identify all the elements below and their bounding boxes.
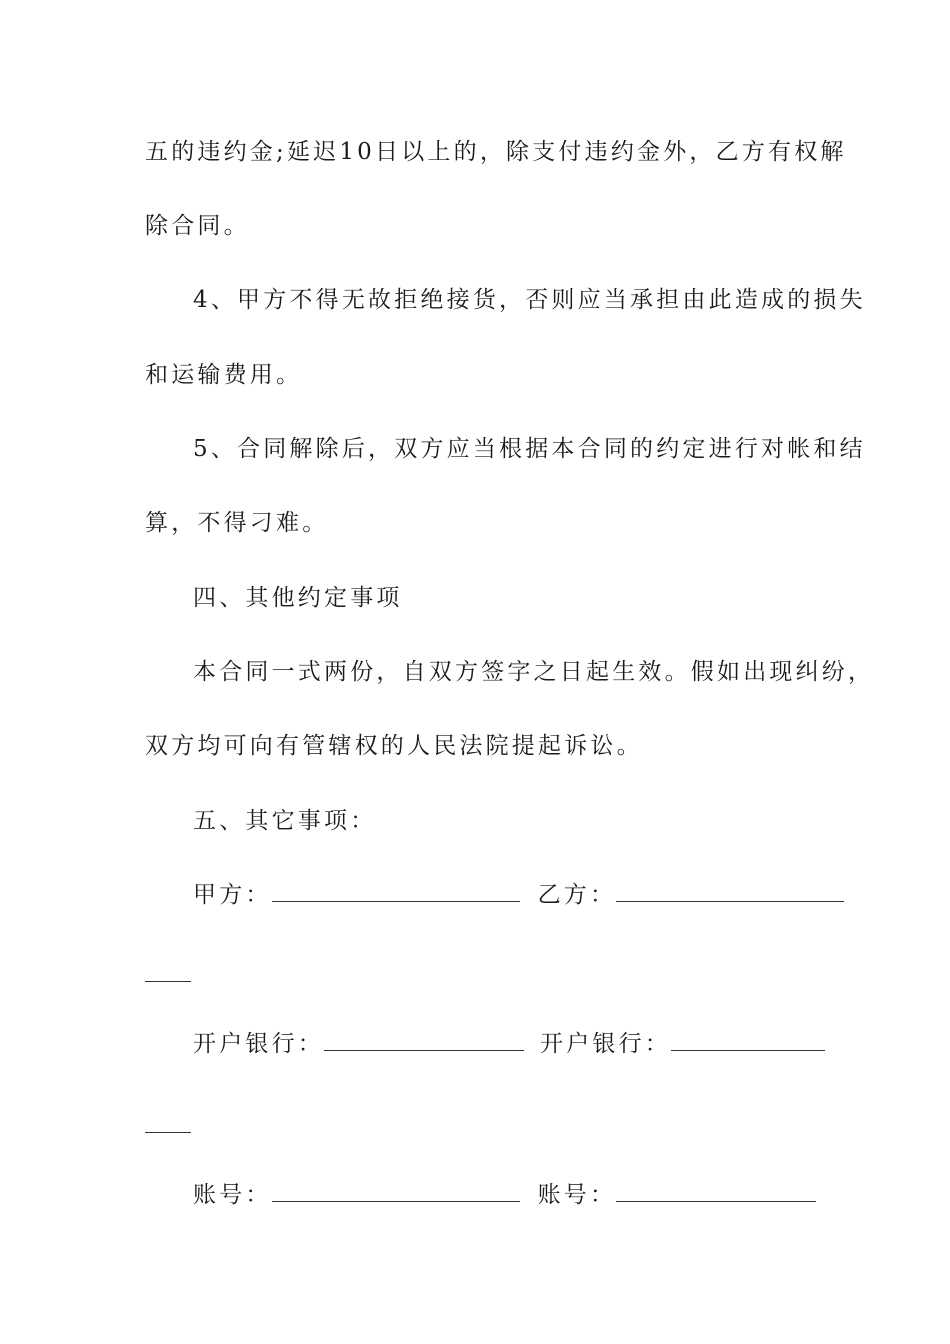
party-a-label: 甲方： (193, 882, 272, 908)
paragraph-line: 算，不得刁难。 (145, 510, 329, 536)
bank-a-label: 开户银行： (193, 1031, 324, 1057)
section-heading: 四、其他约定事项 (193, 585, 403, 611)
bank-row (193, 1029, 825, 1059)
party-b-label: 乙方： (537, 882, 617, 908)
paragraph-line: 除合同。 (145, 213, 250, 239)
field-continuation-line (145, 1131, 191, 1133)
account-b-field[interactable] (616, 1181, 816, 1202)
bank-b-label: 开户银行： (540, 1031, 671, 1057)
paragraph-line: 和运输费用。 (145, 362, 303, 388)
party-a-field[interactable] (272, 881, 520, 902)
section-heading: 五、其它事项： (193, 808, 377, 834)
account-row (193, 1180, 816, 1210)
paragraph-line: 本合同一式两份，自双方签字之日起生效。假如出现纠纷， (193, 659, 875, 685)
paragraph-line: 5、合同解除后，双方应当根据本合同的约定进行对帐和结 (193, 436, 866, 462)
field-continuation-line (145, 980, 191, 982)
account-a-field[interactable] (272, 1181, 520, 1202)
paragraph-line: 五的违约金;延迟10日以上的，除支付违约金外，乙方有权解 (145, 139, 847, 165)
bank-b-field[interactable] (671, 1030, 825, 1051)
party-b-field[interactable] (616, 881, 844, 902)
account-a-label: 账号： (193, 1182, 272, 1208)
account-b-label: 账号： (537, 1182, 617, 1208)
party-row (193, 880, 844, 910)
paragraph-line: 4、甲方不得无故拒绝接货，否则应当承担由此造成的损失 (193, 287, 866, 313)
bank-a-field[interactable] (324, 1030, 524, 1051)
paragraph-line: 双方均可向有管辖权的人民法院提起诉讼。 (145, 733, 643, 759)
